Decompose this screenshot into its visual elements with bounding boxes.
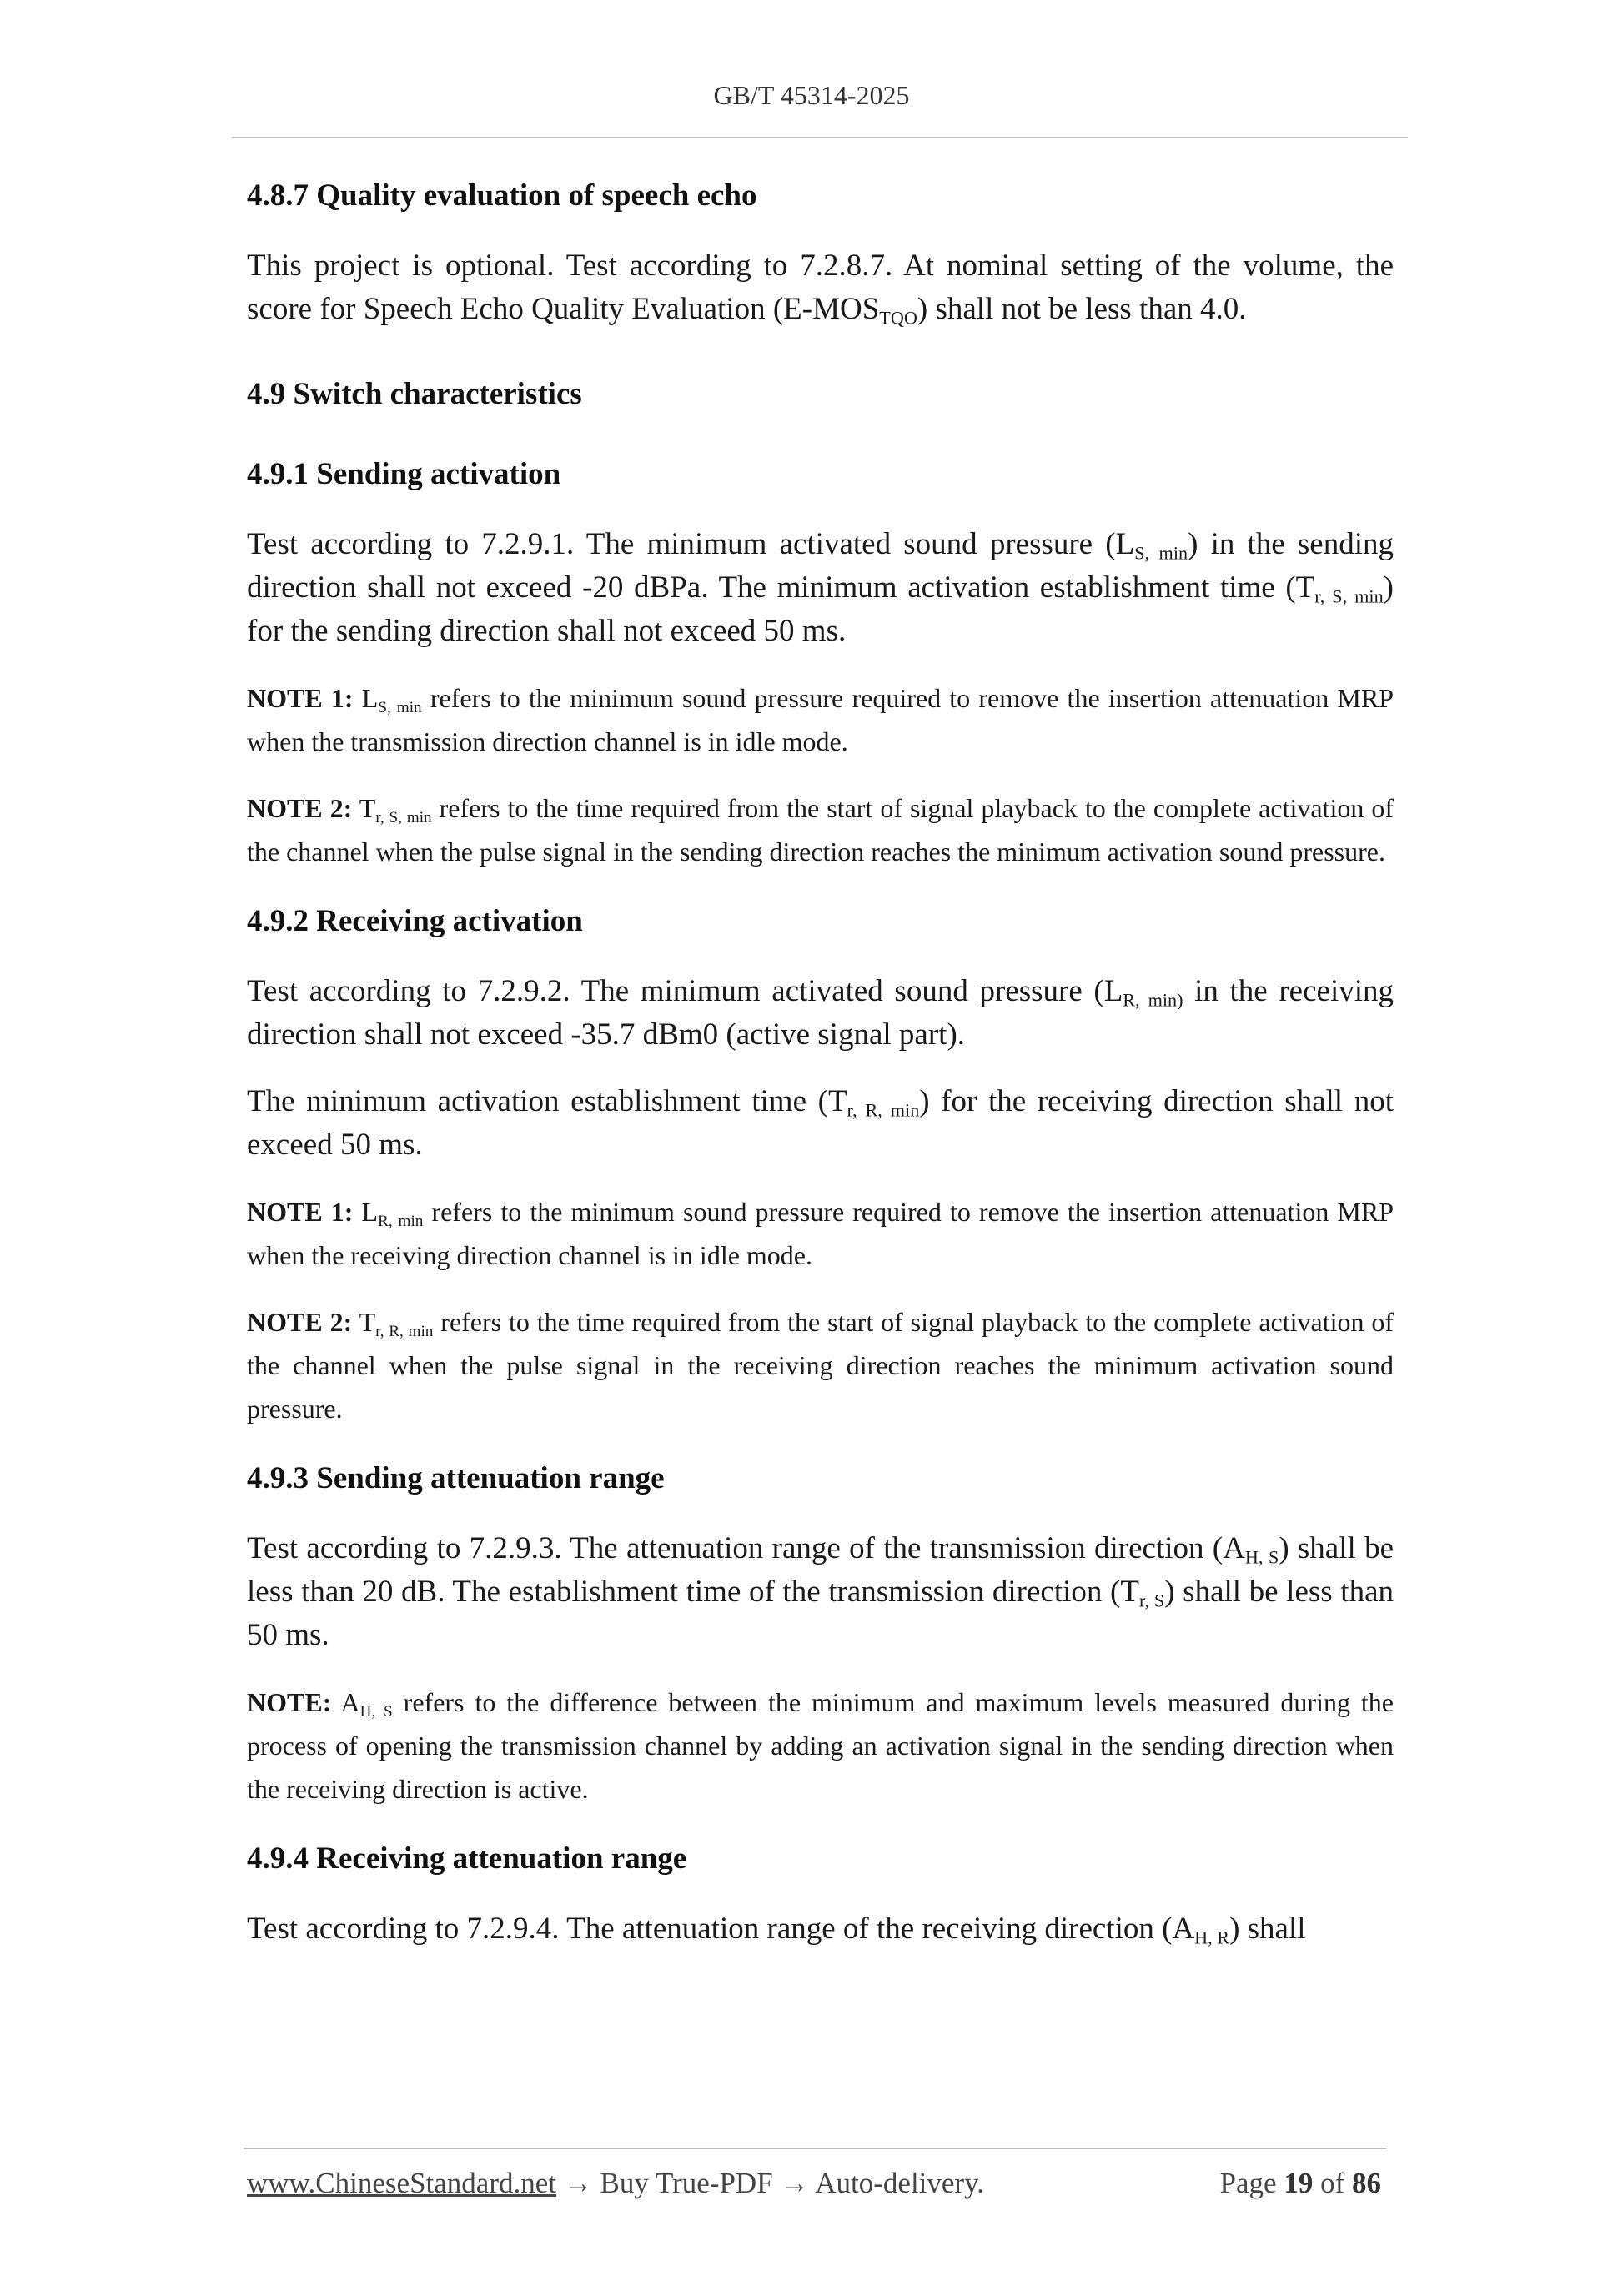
heading-4-9-4: 4.9.4 Receiving attenuation range [247,1841,687,1876]
heading-4-9-2: 4.9.2 Receiving activation [247,904,583,938]
heading-4-9-3: 4.9.3 Sending attenuation range [247,1461,665,1495]
note-4-9-1-2: NOTE 2: $T_{r, S, min}$ refers to the time required from the start of signal playback to the complete activation of the channel when the pulse signal in the sending direction reaches the minimum activation sound pressure. [247,793,1394,867]
page-indicator: Page 19 of 86 [1219,2167,1381,2199]
page-content [247,171,1394,1951]
arrow-right-icon: → [780,2167,810,2199]
website-link[interactable]: www.ChineseStandard.net [247,2167,556,2199]
footer-rule [244,2148,1386,2149]
heading-4-9-1: 4.9.1 Sending activation [247,457,561,491]
note-4-9-2-1: NOTE 1: $L_{R, min}$ refers to the minimum sound pressure required to remove the insertion attenuation MRP when the receiving direction channel is in idle mode. [247,1197,1394,1270]
header-rule [232,137,1408,138]
paragraph-4-9-2-a: Test according to 7.2.9.2. The minimum activated sound pressure ($L_{R, min)}$ in the receiving direction shall not exceed -35.7 dBm0 (active signal part). [247,974,1394,1052]
note-4-9-1-1: NOTE 1: $L_{S, min}$ refers to the minimum sound pressure required to remove the insertion attenuation MRP when the transmission direction channel is in idle mode. [247,683,1394,756]
paragraph-4-9-3: Test according to 7.2.9.3. The attenuation range of the transmission direction $(A_{H, S})$ shall be less than 20 dB. The establishment time of the transmission direction $(T_{r, S})$ shall be less than 50 ms. [247,1531,1394,1652]
heading-4-8-7: 4.8.7 Quality evaluation of speech echo [247,178,757,213]
arrow-right-icon: → [563,2167,593,2199]
total-pages: 86 [1352,2167,1381,2199]
paragraph-4-9-4: Test according to 7.2.9.4. The attenuation range of the receiving direction $(A_{H, R})$ shall [247,1912,1306,1948]
heading-4-9: 4.9 Switch characteristics [247,377,582,411]
paragraph-4-9-1: Test according to 7.2.9.1. The minimum activated sound pressure $(L_{S, min})$ in the sending direction shall not exceed -20 dBPa. The minimum activation establishment time $(T_{r, S, min})$ for the sending direction shall not exceed 50 ms. [247,527,1394,648]
header-standard-code: GB/T 45314-2025 [713,80,910,110]
paragraph-4-8-7: This project is optional. Test according to 7.2.8.7. At nominal setting of the volume, the score for Speech Echo Quality Evaluation $(E-MOS_{TQO})$ shall not be less than 4.0. [247,249,1394,329]
note-4-9-3: NOTE: $A_{H, S}$ refers to the difference between the minimum and maximum levels measured during the process of opening the transmission channel by adding an activation signal in the sending direction when the receiving direction is active. [247,1687,1394,1804]
auto-delivery-text: Auto-delivery. [815,2167,985,2199]
note-4-9-2-2: NOTE 2: $T_{r, R, min}$ refers to the time required from the start of signal playback to the complete activation of the channel when the pulse signal in the receiving direction reaches the minimum activation sound pressure. [247,1307,1394,1424]
footer-links [247,2167,984,2200]
paragraph-4-9-2-b: The minimum activation establishment time $(T_{r, R, min})$ for the receiving direction shall not exceed 50 ms. [247,1084,1394,1162]
current-page-number: 19 [1284,2167,1314,2199]
buy-true-pdf-text: Buy True-PDF [600,2167,773,2199]
